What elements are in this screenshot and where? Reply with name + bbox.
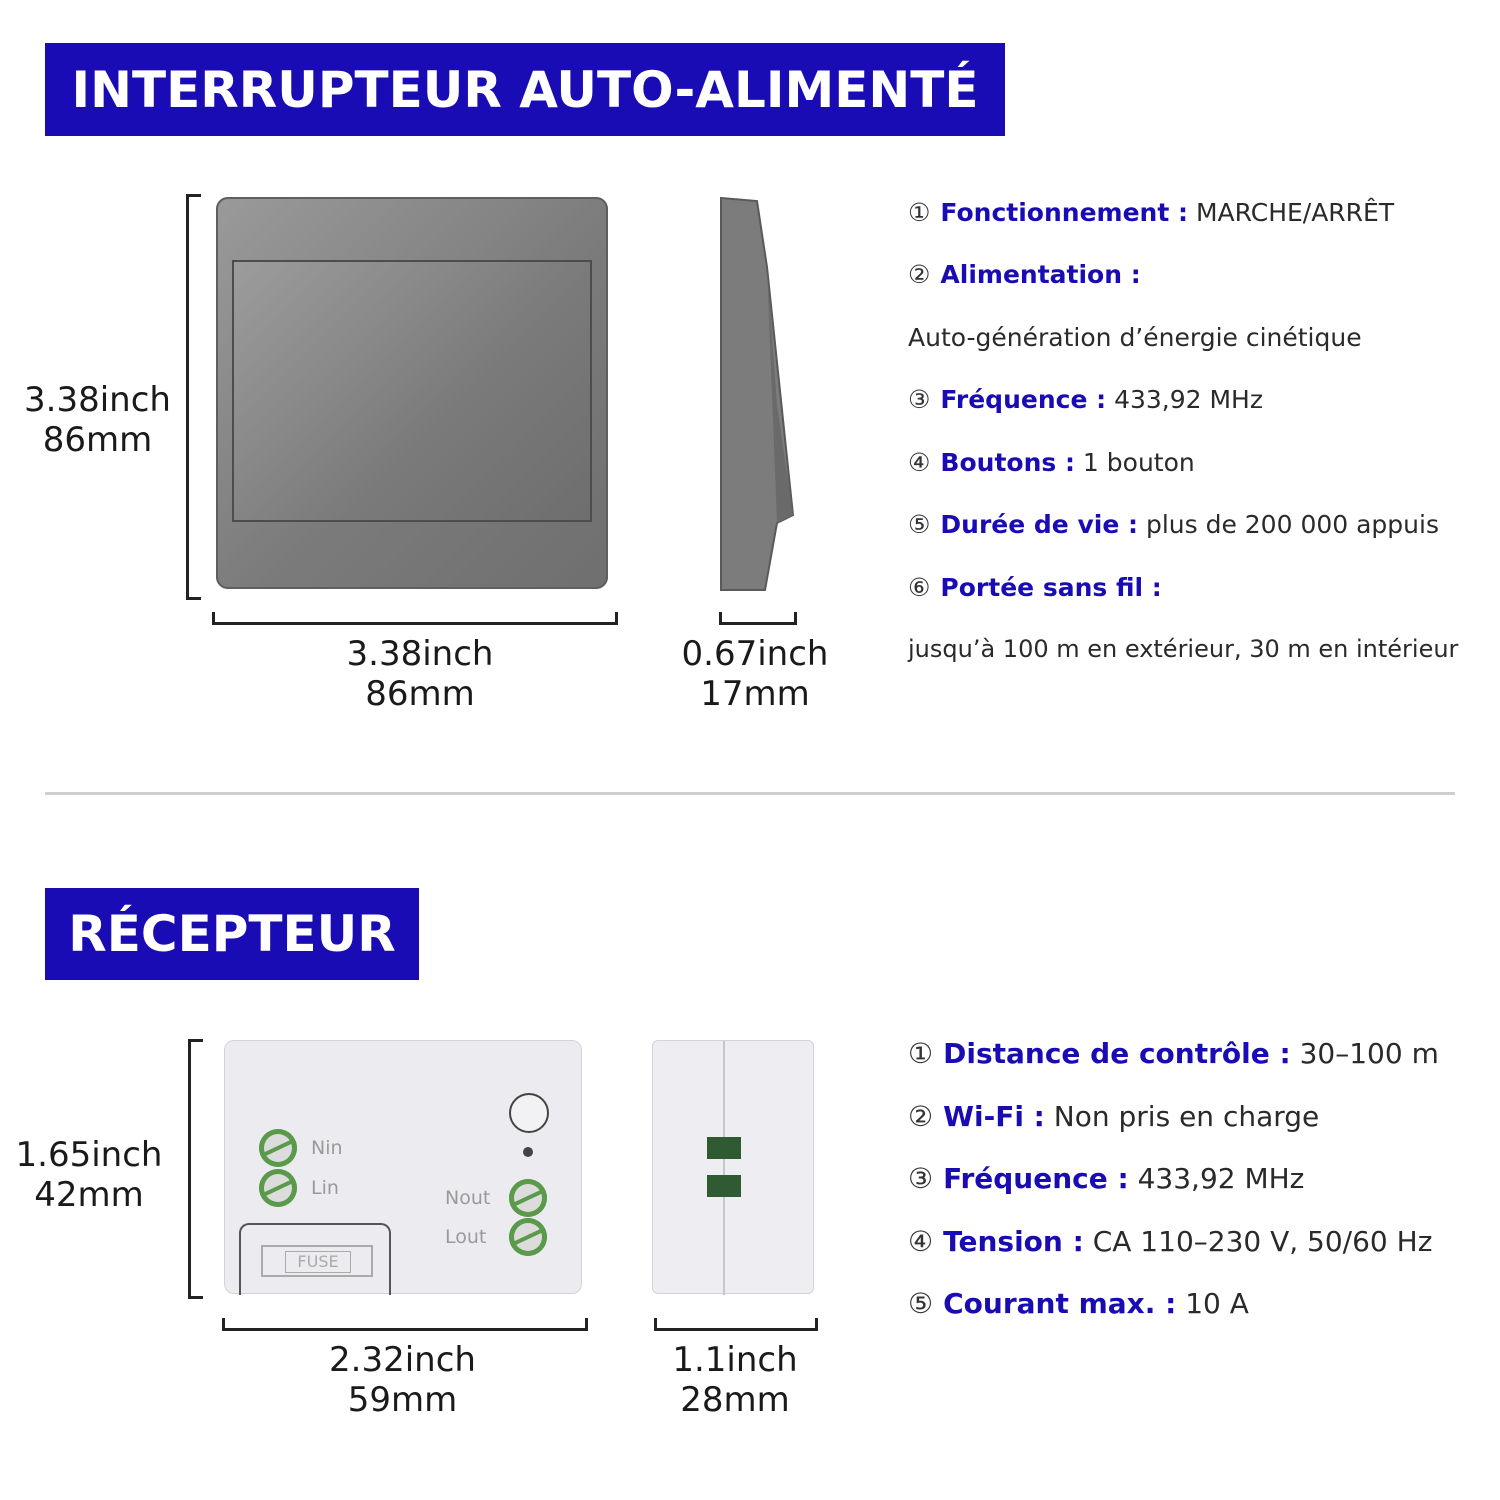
receiver-title-banner: [45, 888, 419, 980]
spec-value: plus de 200 000 appuis: [1145, 510, 1439, 539]
switch-depth-dimension: [665, 634, 845, 714]
spec-number: ④: [908, 448, 931, 477]
switch-height-bracket: [186, 194, 201, 600]
receiver-title: RÉCEPTEUR: [68, 905, 396, 963]
spec-value: Non pris en charge: [1053, 1100, 1320, 1133]
switch-spec-1: [908, 198, 1394, 227]
switch-spec-2-detail: [908, 323, 1362, 352]
receiver-height-mm: 42mm: [34, 1175, 144, 1215]
receiver-side-slot-bottom: [707, 1175, 741, 1197]
switch-width-inch: 3.38inch: [346, 634, 494, 674]
spec-label: Durée de vie :: [940, 510, 1138, 539]
terminal-lout-label: Lout: [445, 1226, 487, 1248]
receiver-side-view: [652, 1040, 814, 1294]
terminal-lout-screw: [509, 1218, 547, 1256]
spec-value: Auto-génération d’énergie cinétique: [908, 323, 1362, 352]
receiver-spec-3: [908, 1162, 1304, 1195]
switch-spec-6: [908, 573, 1162, 602]
terminal-nout-screw: [509, 1179, 547, 1217]
receiver-led-indicator: [523, 1147, 533, 1157]
spec-label: Fréquence :: [940, 385, 1107, 414]
switch-height-mm: 86mm: [42, 420, 153, 460]
spec-number: ③: [908, 1162, 934, 1195]
spec-value: jusqu’à 100 m en extérieur, 30 m en intérieur: [908, 635, 1459, 663]
receiver-height-bracket: [188, 1039, 203, 1299]
switch-width-mm: 86mm: [365, 674, 475, 714]
spec-value: 1 bouton: [1082, 448, 1195, 477]
receiver-spec-2: [908, 1100, 1319, 1133]
spec-label: Fréquence :: [943, 1162, 1129, 1195]
switch-spec-6-detail: [908, 635, 1458, 663]
spec-number: ①: [908, 1037, 934, 1070]
switch-spec-4: [908, 448, 1195, 477]
spec-number: ②: [908, 260, 931, 289]
spec-number: ⑤: [908, 510, 931, 539]
receiver-spec-4: [908, 1225, 1432, 1258]
switch-rocker: [232, 260, 592, 522]
switch-height-dimension: [10, 380, 185, 460]
receiver-width-mm: 59mm: [347, 1380, 458, 1420]
switch-width-bracket: [212, 612, 618, 625]
receiver-pair-button: [509, 1093, 549, 1133]
receiver-depth-inch: 1.1inch: [672, 1340, 798, 1380]
spec-number: ⑥: [908, 573, 931, 602]
spec-value: 433,92 MHz: [1137, 1162, 1305, 1195]
receiver-front-view: [224, 1040, 582, 1294]
switch-height-inch: 3.38inch: [24, 380, 171, 420]
spec-number: ③: [908, 385, 931, 414]
spec-label: Tension :: [943, 1225, 1084, 1258]
switch-width-dimension: [320, 634, 520, 714]
spec-value: 10 A: [1185, 1287, 1249, 1320]
spec-number: ⑤: [908, 1287, 934, 1320]
spec-label: Portée sans fil :: [940, 573, 1162, 602]
fuse-compartment: [239, 1223, 391, 1295]
spec-number: ②: [908, 1100, 934, 1133]
switch-side-view: [715, 195, 805, 595]
spec-value: CA 110–230 V, 50/60 Hz: [1092, 1225, 1433, 1258]
switch-title: INTERRUPTEUR AUTO-ALIMENTÉ: [71, 60, 979, 119]
spec-label: Alimentation :: [940, 260, 1141, 289]
receiver-spec-5: [908, 1287, 1249, 1320]
spec-value: 30–100 m: [1299, 1037, 1439, 1070]
receiver-side-seam: [723, 1041, 725, 1295]
fuse-body: [261, 1245, 373, 1277]
spec-value: 433,92 MHz: [1114, 385, 1263, 414]
switch-title-banner: [45, 43, 1005, 136]
spec-label: Fonctionnement :: [940, 198, 1188, 227]
spec-label: Distance de contrôle :: [943, 1037, 1291, 1070]
spec-number: ①: [908, 198, 931, 227]
receiver-side-slot-top: [707, 1137, 741, 1159]
switch-spec-3: [908, 385, 1263, 414]
section-divider: [45, 792, 1455, 795]
receiver-depth-dimension: [645, 1340, 825, 1420]
switch-depth-inch: 0.67inch: [681, 634, 829, 674]
receiver-spec-1: [908, 1037, 1439, 1070]
spec-label: Wi-Fi :: [943, 1100, 1045, 1133]
spec-number: ④: [908, 1225, 934, 1258]
receiver-width-dimension: [300, 1340, 505, 1420]
receiver-width-inch: 2.32inch: [329, 1340, 476, 1380]
receiver-depth-bracket: [654, 1318, 818, 1331]
fuse-label: FUSE: [297, 1252, 339, 1271]
receiver-height-inch: 1.65inch: [15, 1135, 163, 1175]
receiver-height-dimension: [5, 1135, 173, 1215]
spec-value: MARCHE/ARRÊT: [1195, 198, 1395, 227]
receiver-width-bracket: [222, 1318, 588, 1331]
terminal-lin-label: Lin: [311, 1177, 339, 1199]
terminal-lin-screw: [259, 1169, 297, 1207]
switch-depth-bracket: [719, 612, 797, 625]
fuse-glass: [285, 1251, 351, 1273]
switch-spec-2: [908, 260, 1141, 289]
terminal-nin-screw: [259, 1129, 297, 1167]
switch-depth-mm: 17mm: [700, 674, 810, 714]
spec-label: Courant max. :: [943, 1287, 1177, 1320]
terminal-nin-label: Nin: [311, 1137, 343, 1159]
terminal-nout-label: Nout: [445, 1187, 491, 1209]
receiver-depth-mm: 28mm: [680, 1380, 790, 1420]
switch-front-view: [216, 197, 608, 589]
switch-spec-5: [908, 510, 1439, 539]
switch-side-body: [721, 198, 793, 590]
spec-label: Boutons :: [940, 448, 1075, 477]
